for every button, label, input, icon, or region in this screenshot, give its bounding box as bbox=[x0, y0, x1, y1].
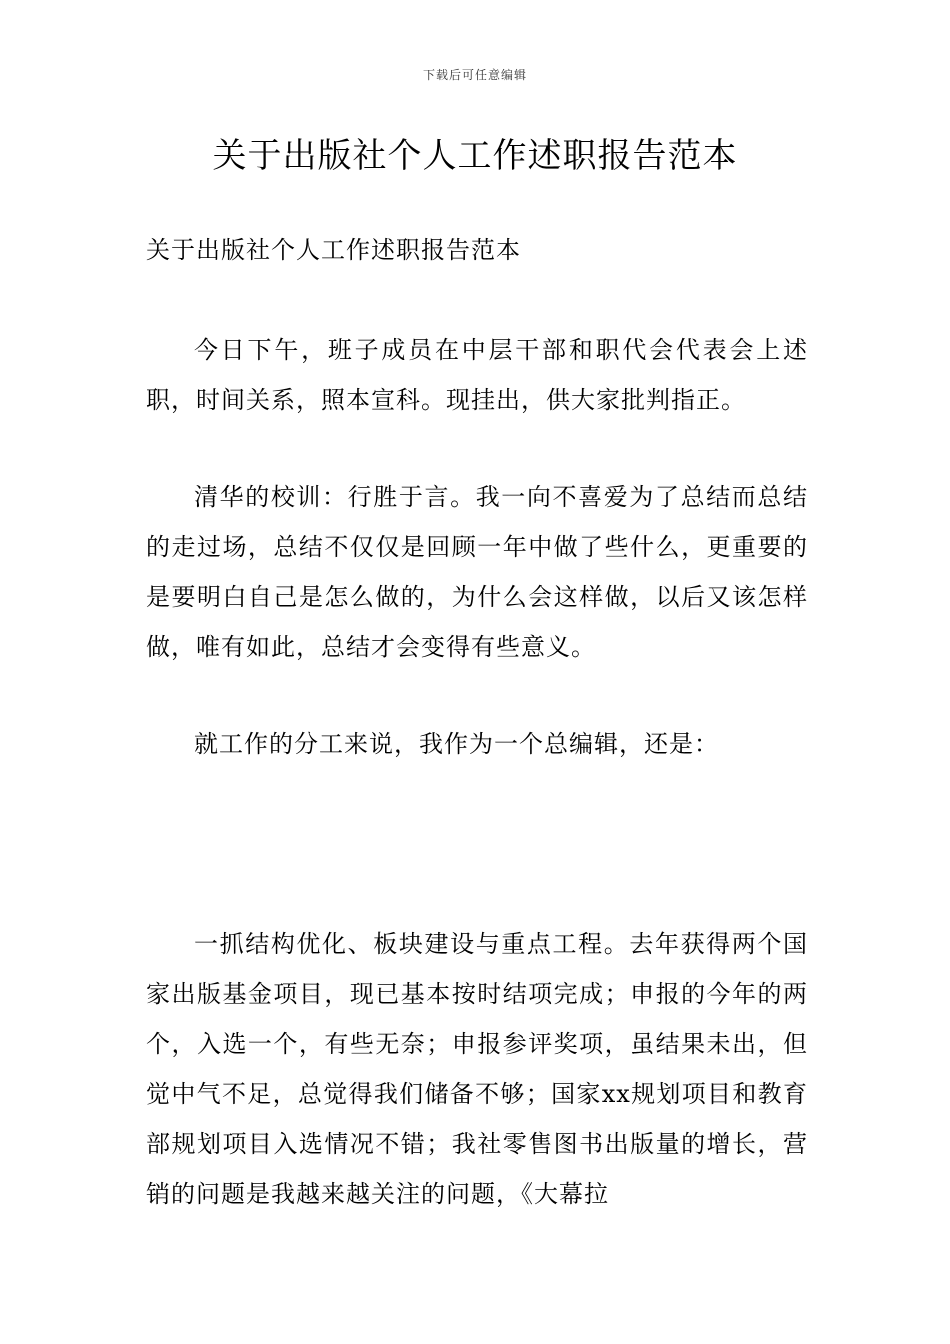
paragraph-2: 清华的校训：行胜于言。我一向不喜爱为了总结而总结的走过场，总结不仅仅是回顾一年中做了些什么，更重要的是要明白自己是怎么做的，为什么会这样做，以后又该怎样做，唯有如此，总结才会变得有些意义。 bbox=[146, 483, 808, 661]
paragraph-4: 一抓结构优化、板块建设与重点工程。去年获得两个国家出版基金项目，现已基本按时结项完成；申报的今年的两个，入选一个，有些无奈；申报参评奖项，虽结果未出，但觉中气不足，总觉得我们储备不够；国家xx规划项目和教育部规划项目入选情况不错；我社零售图书出版量的增长，营销的问题是我越来越关注的问题，《大幕拉 bbox=[146, 930, 808, 1208]
document-title: 关于出版社个人工作述职报告范本 bbox=[212, 136, 738, 176]
document-subtitle: 关于出版社个人工作述职报告范本 bbox=[146, 236, 521, 264]
paragraph-1: 今日下午，班子成员在中层干部和职代会代表会上述职，时间关系，照本宣科。现挂出，供大家批判指正。 bbox=[146, 336, 808, 414]
header-note: 下载后可任意编辑 bbox=[422, 68, 527, 82]
paragraph-3: 就工作的分工来说，我作为一个总编辑，还是： bbox=[194, 730, 719, 758]
